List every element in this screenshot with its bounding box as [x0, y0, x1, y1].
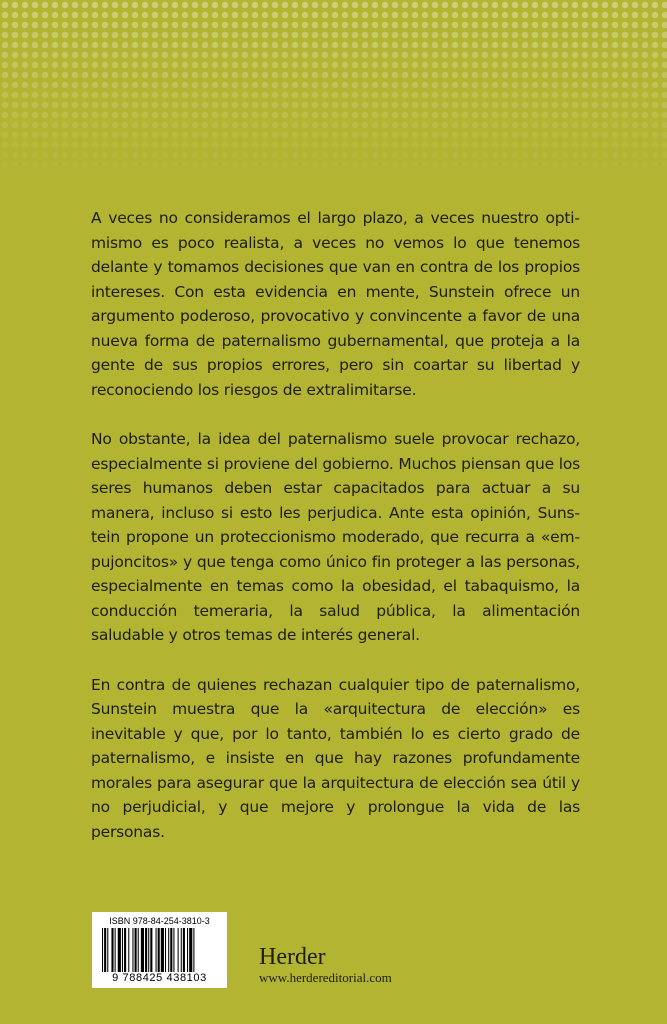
publisher-url[interactable]: www.herdereditorial.com — [259, 970, 392, 985]
barcode-bar — [168, 928, 169, 972]
barcode-bar — [156, 928, 157, 972]
barcode-bar — [118, 928, 121, 972]
barcode-bar — [183, 928, 185, 972]
publisher-block — [259, 945, 392, 987]
paragraph-2: No obstante, la idea del paternalismo suele provocar rechazo, especialmente si proviene del gobierno. Muchos piensan que los seres humanos deben estar capacitados para actuar a su manera, incluso si esto les perjudica. Ante esta opinión, Sunstein propone un proteccionismo moderado, que recurra a «empujoncitos» y que tenga como único fin proteger a las personas, especialmente en temas como la obesidad, el tabaquismo, la conducción temeraria, la salud pública, la alimentación saludable y otros temas de interés general. — [91, 430, 580, 644]
barcode-digits: 9 788425 438103 — [112, 972, 207, 984]
barcode-bar — [181, 928, 182, 972]
barcode-bar — [165, 928, 166, 972]
barcode-bar — [193, 928, 194, 972]
paragraph-3: En contra de quienes rechazan cualquier tipo de paternalismo, Sunstein muestra que la «arquitectura de elección» es inevitable y que, por lo tanto, también lo es cierto grado de paternalismo, e insiste en que hay razones profundamente morales para asegurar que la arquitectura de elección sea útil y no perjudicial, y que mejore y prolongue la vida de las personas. — [91, 675, 580, 841]
barcode-bar — [158, 928, 160, 972]
barcode-bar — [122, 928, 123, 972]
back-cover-text — [91, 206, 580, 869]
barcode-bar — [173, 928, 174, 972]
barcode-bar — [128, 928, 129, 972]
barcode-bar — [187, 928, 188, 972]
barcode-bar — [132, 928, 133, 972]
barcode-bar — [145, 928, 147, 972]
publisher-name: Herder — [259, 944, 326, 970]
barcode-bar — [141, 928, 144, 972]
paragraph-1: A veces no consideramos el largo plazo, a veces nuestro optimismo es poco realista, a veces no vemos lo que tenemos delante y tomamos decisiones que van en contra de los propios intereses. Con esta evidencia en mente, Sunstein ofrece un argumento poderoso, provocativo y convincente a favor de una nueva forma de paternalismo gubernamental, que proteja a la gente de sus propios errores, pero sin coartar su libertad y reconociendo los riesgos de extralimitarse. — [91, 209, 580, 399]
barcode-bar — [115, 928, 116, 972]
isbn-label: ISBN 978-84-254-3810-3 — [109, 916, 210, 926]
barcode-bar — [138, 928, 139, 972]
barcode-bars — [102, 928, 217, 972]
barcode-bar — [102, 928, 103, 972]
barcode-bar — [104, 928, 106, 972]
barcode-bar — [111, 928, 113, 972]
barcode-bar — [150, 928, 152, 972]
barcode-bar — [124, 928, 126, 972]
barcode-bar — [189, 928, 192, 972]
barcode-bar — [170, 928, 172, 972]
barcode-bar — [135, 928, 137, 972]
barcode-bar — [107, 928, 108, 972]
barcode-bar — [178, 928, 179, 972]
dot-pattern-header — [0, 0, 667, 180]
barcode-bar — [161, 928, 164, 972]
barcode — [92, 912, 227, 988]
barcode-bar — [148, 928, 149, 972]
